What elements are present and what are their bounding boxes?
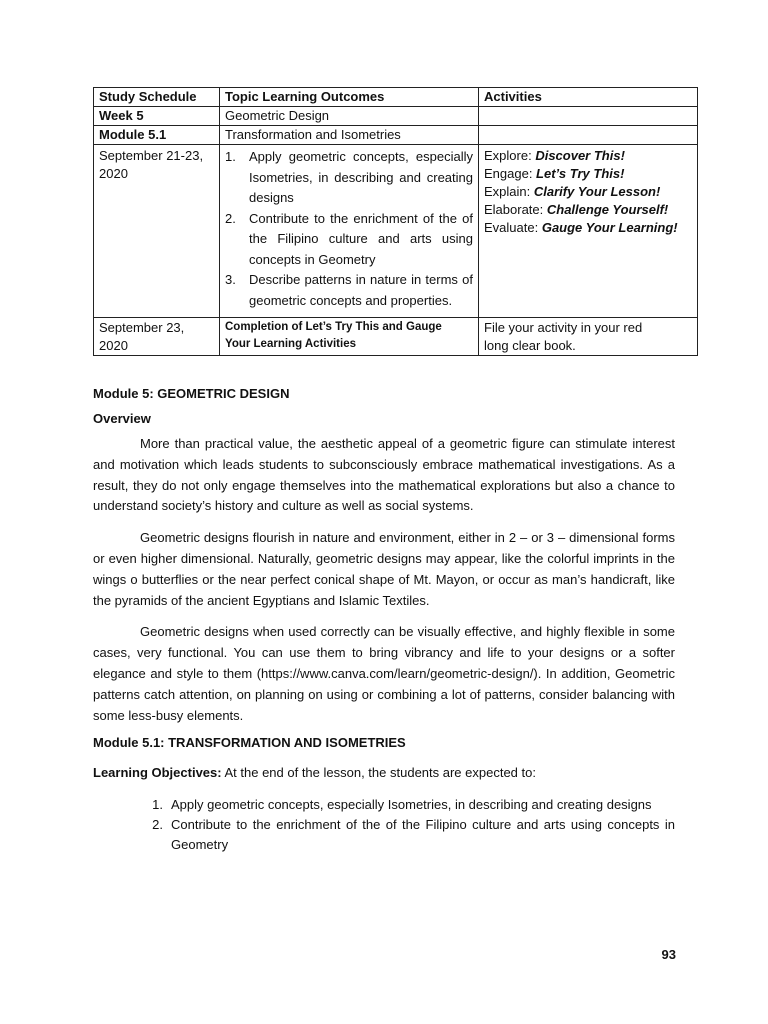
table-row-main [94, 145, 698, 318]
empty-cell [479, 126, 698, 145]
list-number: 3. [225, 272, 236, 287]
note-line: long clear book. [484, 338, 576, 353]
list-number: 1. [225, 149, 236, 164]
list-text: Describe patterns in nature in terms of geometric concepts and properties. [249, 272, 473, 308]
list-item [93, 815, 675, 855]
page-number: 93 [661, 947, 676, 962]
table-row-week [94, 107, 698, 126]
date-line: 2020 [99, 338, 128, 353]
list-item [225, 270, 473, 311]
list-text: Contribute to the enrichment of the of the Filipino culture and arts using concepts in Geometry [171, 817, 675, 853]
activity-line [484, 201, 692, 219]
table-row-module [94, 126, 698, 145]
date-line: September 21-23, [99, 148, 204, 163]
activity-label: Elaborate: [484, 202, 547, 217]
activity-value: Let’s Try This! [536, 166, 625, 181]
list-text: Apply geometric concepts, especially Isometries, in describing and creating designs [171, 797, 652, 813]
objectives-intro [93, 763, 675, 783]
activity-label: Explore: [484, 148, 536, 163]
activity-line [484, 147, 692, 165]
header-activities: Activities [479, 88, 698, 107]
activity-line [484, 183, 692, 201]
list-item [225, 147, 473, 209]
objectives-label: Learning Objectives: [93, 765, 222, 781]
list-text: Contribute to the enrichment of the of the Filipino culture and arts using concepts in Geometry [249, 210, 473, 267]
activity-label: Explain: [484, 184, 534, 199]
task-line: Your Learning Activities [225, 338, 356, 350]
task-line: Completion of Let’s Try This and Gauge [225, 321, 442, 333]
objectives-list [93, 795, 675, 855]
header-topic-learning-outcomes: Topic Learning Outcomes [220, 88, 479, 107]
module-topic-cell: Transformation and Isometries [220, 126, 479, 145]
overview-paragraph: Geometric designs when used correctly can be visually effective, and highly flexible in some cases, very functional. You can use them to bring vibrancy and life to your designs or a softer elegance and style to them (https://www.canva.com/learn/geometric-design/). In addition, Geometric patterns catch attention, on planning on using or combining a lot of patterns, consider balancing with some less-busy elements. [93, 624, 675, 723]
activity-value: Clarify Your Lesson! [533, 184, 661, 199]
week-topic-cell: Geometric Design [220, 107, 479, 126]
activity-value: Challenge Yourself! [546, 202, 669, 217]
note-line: File your activity in your red [484, 320, 643, 335]
activity-line [484, 165, 692, 183]
overview-paragraph: Geometric designs flourish in nature and environment, either in 2 – or 3 – dimensional forms or even higher dimensional. Naturally, geometric designs may appear, like the colorful imprints in the wings o butterflies or the near perfect conical shape of Mt. Mayon, or occur as man’s handicraft, like the pyramids of the ancient Egyptians and Islamic Textiles. [93, 530, 675, 608]
activity-value: Discover This! [535, 148, 625, 163]
page-content [93, 87, 678, 855]
week-cell: Week 5 [94, 107, 220, 126]
table-header-row [94, 88, 698, 107]
activity-label: Engage: [484, 166, 537, 181]
activity-line [484, 219, 692, 237]
list-number: 2. [152, 817, 163, 833]
note-cell [479, 318, 698, 356]
empty-cell [479, 107, 698, 126]
list-item [225, 209, 473, 271]
objectives-intro-text: At the end of the lesson, the students are expected to: [221, 765, 536, 781]
last-date-cell [94, 318, 220, 356]
list-number: 2. [225, 210, 236, 226]
activities-cell [479, 145, 698, 318]
list-number: 1. [152, 797, 163, 813]
main-date-cell [94, 145, 220, 318]
activity-label: Evaluate: [484, 220, 542, 235]
task-cell [220, 318, 479, 356]
outcomes-cell [220, 145, 479, 318]
submodule-title: Module 5.1: TRANSFORMATION AND ISOMETRIES [93, 735, 406, 751]
table-row-last [94, 318, 698, 356]
overview-heading: Overview [93, 411, 151, 426]
module-title: Module 5: GEOMETRIC DESIGN [93, 386, 290, 401]
module-cell: Module 5.1 [94, 126, 220, 145]
overview-paragraph: More than practical value, the aesthetic appeal of a geometric figure can stimulate interest and motivation which leads students to subconsciously embrace mathematical investigations. As a result, they do not only engage themselves into the mathematical explorations but also a chance to understand society’s history and culture as well as social systems. [93, 436, 675, 514]
outcomes-list [225, 147, 473, 311]
date-line: September 23, [99, 320, 185, 335]
list-text: Apply geometric concepts, especially Isometries, in describing and creating designs [249, 149, 473, 205]
header-study-schedule: Study Schedule [94, 88, 220, 107]
list-item [93, 795, 675, 815]
activity-value: Gauge Your Learning! [541, 220, 678, 235]
study-schedule-table [93, 87, 698, 356]
date-line: 2020 [99, 166, 128, 181]
